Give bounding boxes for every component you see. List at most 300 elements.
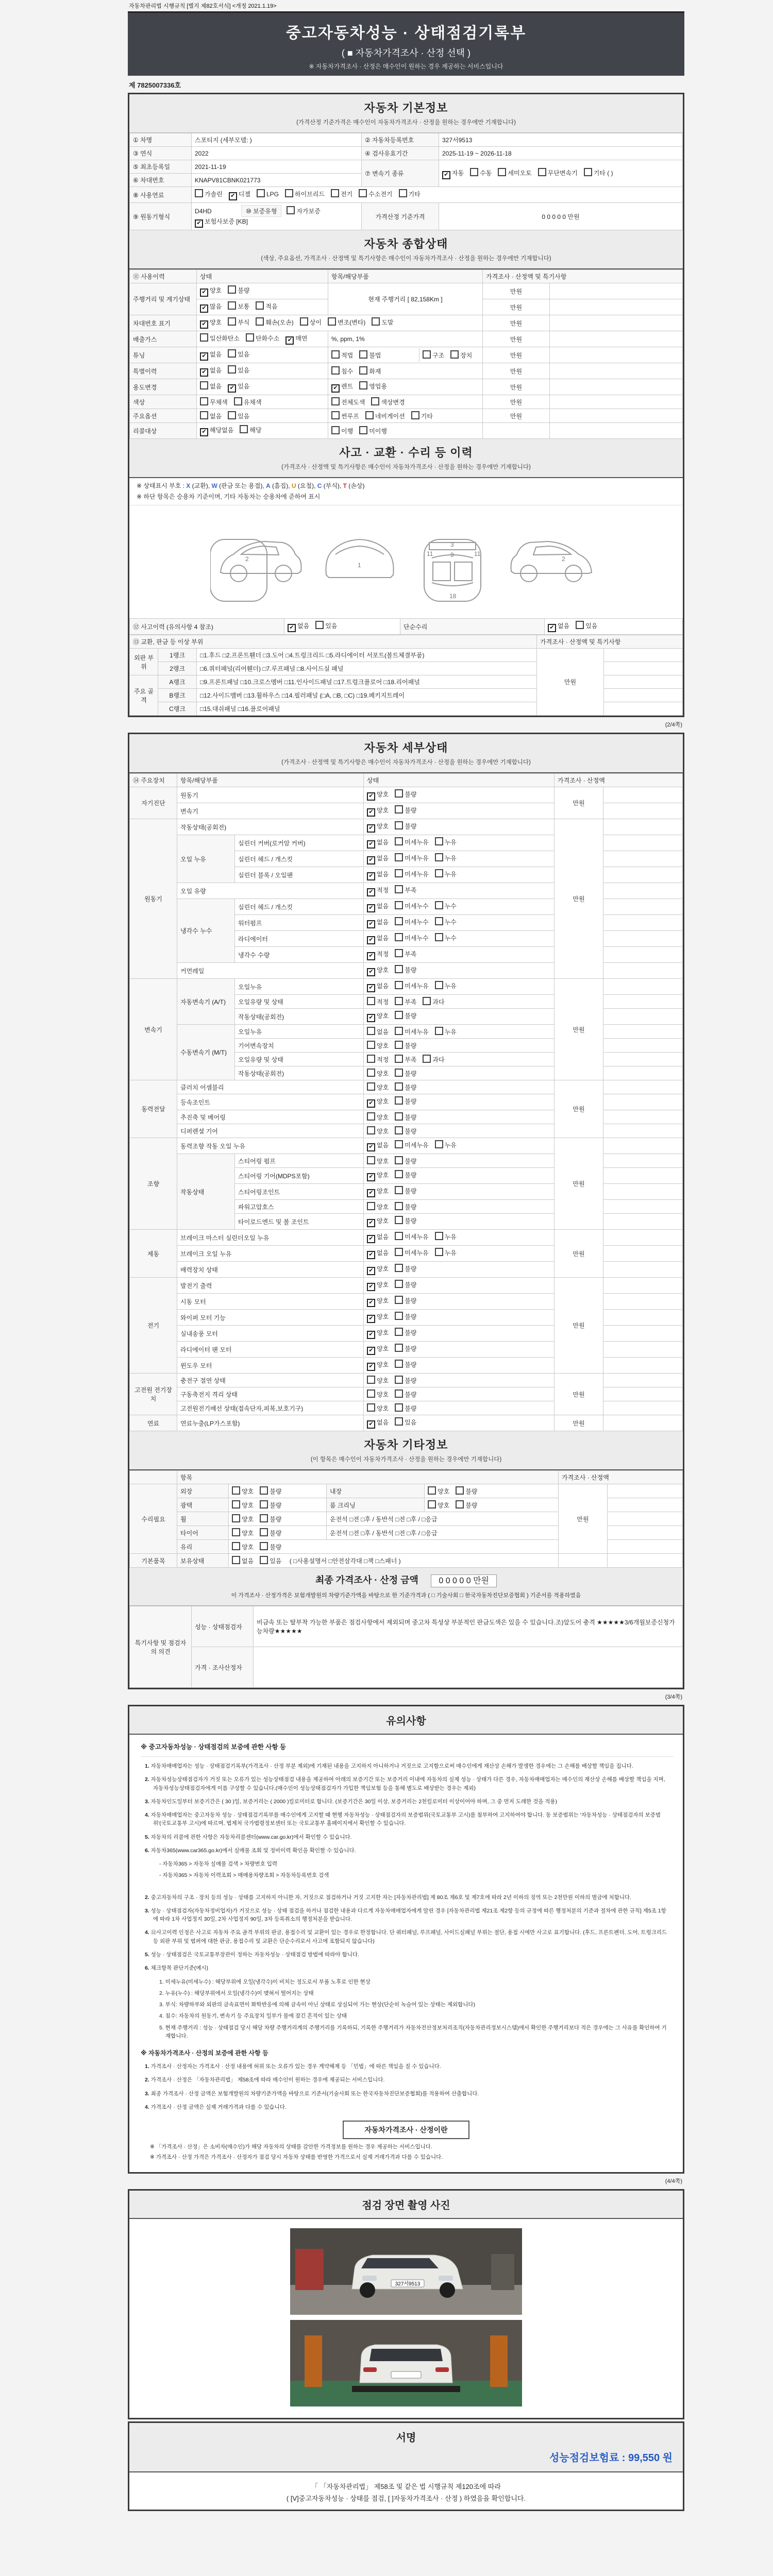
checkbox-item[interactable] — [435, 1232, 457, 1241]
checkbox-item[interactable] — [498, 168, 531, 177]
checkbox-item[interactable] — [395, 869, 428, 878]
checkbox[interactable] — [399, 189, 407, 197]
checkbox[interactable] — [423, 1055, 431, 1063]
checkbox[interactable] — [395, 1312, 403, 1320]
checkbox-item[interactable] — [256, 301, 277, 311]
checkbox-item[interactable] — [232, 1542, 254, 1551]
checkbox[interactable] — [331, 397, 340, 405]
checkbox-item[interactable] — [395, 1248, 428, 1257]
checkbox[interactable] — [435, 853, 443, 861]
checkbox[interactable] — [367, 1202, 375, 1210]
checkbox-item[interactable] — [399, 189, 421, 198]
checkbox[interactable]: ✔ — [367, 952, 375, 960]
checkbox-item[interactable] — [260, 1486, 281, 1496]
checkbox-item[interactable] — [195, 217, 248, 228]
checkbox-item[interactable] — [200, 397, 228, 406]
checkbox-item[interactable] — [246, 333, 279, 343]
checkbox[interactable]: ✔ — [367, 888, 375, 896]
checkbox-item[interactable] — [367, 965, 389, 976]
checkbox[interactable]: ✔ — [367, 936, 375, 944]
checkbox-item[interactable] — [442, 168, 464, 179]
checkbox-item[interactable] — [359, 189, 392, 198]
checkbox[interactable] — [228, 411, 236, 419]
checkbox-item[interactable] — [395, 1216, 416, 1225]
checkbox[interactable] — [232, 1542, 240, 1550]
checkbox-item[interactable] — [395, 853, 428, 862]
checkbox-item[interactable] — [435, 1248, 457, 1257]
checkbox-item[interactable] — [359, 350, 381, 360]
checkbox[interactable]: ✔ — [367, 856, 375, 865]
checkbox-item[interactable] — [288, 621, 309, 632]
checkbox[interactable] — [367, 1027, 375, 1035]
checkbox-item[interactable] — [367, 790, 389, 801]
checkbox[interactable] — [371, 397, 379, 405]
checkbox[interactable] — [228, 365, 236, 374]
checkbox[interactable] — [435, 1140, 443, 1148]
checkbox[interactable] — [395, 1389, 403, 1398]
checkbox-item[interactable] — [367, 1187, 389, 1197]
checkbox[interactable] — [228, 301, 236, 310]
checkbox-item[interactable] — [367, 1360, 389, 1371]
checkbox[interactable] — [367, 1376, 375, 1384]
checkbox[interactable] — [395, 1082, 403, 1091]
checkbox[interactable] — [395, 1248, 403, 1256]
checkbox[interactable] — [228, 349, 236, 358]
checkbox-item[interactable] — [315, 621, 337, 630]
checkbox-item[interactable] — [232, 1514, 254, 1523]
checkbox[interactable] — [395, 885, 403, 893]
checkbox[interactable] — [428, 1500, 436, 1509]
checkbox-item[interactable] — [423, 997, 444, 1006]
checkbox-item[interactable] — [395, 949, 416, 958]
checkbox-item[interactable] — [395, 1403, 416, 1413]
checkbox-item[interactable] — [229, 190, 250, 200]
checkbox-item[interactable] — [395, 837, 428, 846]
checkbox-item[interactable] — [200, 350, 222, 361]
checkbox-item[interactable] — [395, 1011, 416, 1020]
checkbox[interactable]: ✔ — [367, 1283, 375, 1291]
checkbox[interactable] — [584, 168, 592, 176]
checkbox-item[interactable] — [395, 1376, 416, 1385]
checkbox[interactable] — [435, 1027, 443, 1035]
checkbox-item[interactable] — [395, 1312, 416, 1321]
checkbox[interactable] — [359, 189, 367, 197]
checkbox-item[interactable] — [367, 981, 389, 992]
checkbox-item[interactable] — [367, 1232, 389, 1243]
checkbox-item[interactable] — [395, 901, 428, 910]
checkbox-item[interactable] — [576, 621, 597, 630]
checkbox-item[interactable] — [367, 1376, 389, 1385]
checkbox[interactable]: ✔ — [228, 384, 236, 393]
checkbox[interactable] — [395, 981, 403, 989]
checkbox[interactable] — [576, 621, 584, 629]
checkbox-item[interactable] — [331, 189, 352, 198]
checkbox-item[interactable] — [359, 366, 381, 376]
checkbox[interactable] — [260, 1528, 268, 1536]
checkbox-item[interactable] — [367, 822, 389, 833]
checkbox[interactable]: ✔ — [367, 792, 375, 801]
checkbox[interactable] — [538, 168, 546, 176]
checkbox-item[interactable] — [395, 1264, 416, 1273]
checkbox[interactable]: ✔ — [367, 984, 375, 992]
checkbox[interactable]: ✔ — [367, 1331, 375, 1339]
checkbox[interactable]: ✔ — [367, 1363, 375, 1371]
checkbox[interactable] — [435, 933, 443, 941]
checkbox[interactable] — [435, 1232, 443, 1240]
checkbox[interactable] — [367, 1055, 375, 1063]
checkbox-item[interactable] — [367, 886, 389, 896]
checkbox[interactable] — [300, 317, 308, 326]
checkbox-item[interactable] — [331, 426, 353, 435]
checkbox-item[interactable] — [395, 933, 428, 942]
checkbox-item[interactable] — [395, 1296, 416, 1305]
checkbox[interactable] — [195, 189, 203, 197]
checkbox-item[interactable] — [548, 621, 569, 632]
checkbox-item[interactable] — [435, 981, 457, 990]
checkbox[interactable] — [285, 189, 293, 197]
checkbox[interactable] — [435, 1248, 443, 1256]
checkbox-item[interactable] — [234, 397, 262, 406]
checkbox-item[interactable] — [260, 1556, 281, 1565]
checkbox-item[interactable] — [395, 965, 416, 974]
checkbox[interactable] — [423, 350, 431, 359]
checkbox[interactable] — [395, 1027, 403, 1035]
checkbox-item[interactable] — [200, 426, 233, 436]
checkbox-item[interactable] — [435, 933, 457, 942]
checkbox[interactable]: ✔ — [548, 624, 556, 632]
checkbox-item[interactable] — [395, 1041, 416, 1050]
checkbox-item[interactable] — [367, 902, 389, 912]
checkbox[interactable] — [395, 1417, 403, 1426]
checkbox-item[interactable] — [395, 1232, 428, 1241]
checkbox[interactable]: ✔ — [200, 368, 208, 377]
checkbox[interactable] — [395, 1280, 403, 1288]
checkbox-item[interactable] — [367, 1403, 389, 1413]
checkbox[interactable] — [359, 426, 367, 434]
checkbox[interactable] — [200, 397, 208, 405]
checkbox[interactable] — [395, 1403, 403, 1412]
checkbox[interactable] — [367, 1389, 375, 1398]
checkbox-item[interactable] — [200, 318, 222, 329]
checkbox[interactable] — [411, 411, 419, 419]
checkbox-item[interactable] — [359, 426, 387, 435]
checkbox[interactable]: ✔ — [367, 872, 375, 880]
checkbox[interactable]: ✔ — [367, 1014, 375, 1022]
checkbox[interactable] — [435, 901, 443, 909]
checkbox[interactable] — [232, 1486, 240, 1495]
checkbox-item[interactable] — [228, 301, 249, 311]
checkbox-item[interactable] — [367, 1344, 389, 1355]
checkbox-item[interactable] — [423, 1055, 444, 1064]
checkbox[interactable] — [228, 317, 236, 326]
checkbox-item[interactable] — [331, 397, 365, 406]
checkbox-item[interactable] — [367, 1171, 389, 1181]
checkbox-item[interactable] — [395, 1140, 428, 1149]
checkbox-item[interactable] — [367, 950, 389, 960]
checkbox-item[interactable] — [367, 838, 389, 849]
checkbox-item[interactable] — [395, 805, 416, 815]
checkbox[interactable] — [331, 411, 340, 419]
checkbox[interactable]: ✔ — [200, 352, 208, 361]
checkbox-item[interactable] — [367, 918, 389, 928]
checkbox-item[interactable] — [257, 189, 279, 198]
checkbox[interactable]: ✔ — [200, 304, 208, 313]
checkbox[interactable] — [331, 366, 340, 375]
checkbox[interactable] — [200, 333, 208, 342]
checkbox[interactable] — [395, 1126, 403, 1134]
checkbox[interactable] — [395, 1156, 403, 1164]
checkbox-item[interactable] — [367, 1264, 389, 1275]
checkbox[interactable]: ✔ — [367, 840, 375, 849]
checkbox[interactable] — [260, 1514, 268, 1522]
checkbox[interactable]: ✔ — [367, 1299, 375, 1307]
checkbox[interactable] — [435, 869, 443, 877]
checkbox[interactable] — [428, 1486, 436, 1495]
checkbox-item[interactable] — [456, 1500, 477, 1510]
checkbox[interactable]: ✔ — [367, 904, 375, 912]
checkbox[interactable] — [395, 1112, 403, 1121]
checkbox[interactable] — [395, 997, 403, 1005]
checkbox-item[interactable] — [256, 317, 293, 327]
checkbox-item[interactable] — [367, 1248, 389, 1259]
checkbox-item[interactable] — [260, 1528, 281, 1537]
checkbox-item[interactable] — [435, 1027, 457, 1036]
checkbox-item[interactable] — [200, 366, 222, 377]
checkbox[interactable] — [395, 1202, 403, 1210]
checkbox-item[interactable] — [367, 1280, 389, 1291]
checkbox-item[interactable] — [395, 1069, 416, 1078]
checkbox-item[interactable] — [367, 870, 389, 880]
checkbox[interactable] — [395, 837, 403, 845]
checkbox[interactable]: ✔ — [367, 808, 375, 817]
checkbox-item[interactable] — [367, 1389, 389, 1399]
checkbox[interactable] — [372, 317, 380, 326]
checkbox[interactable] — [232, 1556, 240, 1564]
checkbox-item[interactable] — [287, 206, 320, 215]
checkbox-item[interactable] — [395, 1186, 416, 1195]
checkbox-item[interactable] — [395, 1055, 416, 1064]
checkbox-item[interactable] — [395, 981, 428, 990]
checkbox-item[interactable] — [395, 789, 416, 799]
checkbox-item[interactable] — [367, 1126, 389, 1136]
checkbox[interactable] — [367, 1403, 375, 1412]
checkbox-item[interactable] — [228, 349, 249, 359]
checkbox-item[interactable] — [395, 1389, 416, 1399]
checkbox[interactable]: ✔ — [367, 1189, 375, 1197]
checkbox-item[interactable] — [584, 168, 613, 177]
checkbox-item[interactable] — [328, 317, 365, 327]
checkbox-item[interactable] — [331, 411, 359, 420]
checkbox-item[interactable] — [367, 1216, 389, 1227]
checkbox[interactable] — [240, 425, 248, 433]
checkbox[interactable] — [395, 789, 403, 798]
checkbox[interactable] — [232, 1528, 240, 1536]
checkbox-item[interactable] — [331, 382, 353, 393]
checkbox-item[interactable] — [395, 885, 416, 894]
checkbox[interactable] — [331, 426, 340, 434]
checkbox[interactable] — [450, 350, 459, 359]
checkbox-item[interactable] — [428, 1486, 449, 1496]
checkbox[interactable] — [395, 1232, 403, 1240]
checkbox[interactable] — [367, 1112, 375, 1121]
checkbox[interactable] — [367, 1082, 375, 1091]
checkbox-item[interactable] — [367, 1055, 389, 1064]
checkbox[interactable] — [395, 933, 403, 941]
checkbox-item[interactable] — [435, 837, 457, 846]
checkbox[interactable] — [232, 1514, 240, 1522]
checkbox[interactable] — [395, 901, 403, 909]
checkbox-item[interactable] — [365, 411, 405, 420]
checkbox[interactable] — [367, 997, 375, 1005]
checkbox-item[interactable] — [232, 1500, 254, 1510]
checkbox[interactable] — [367, 1069, 375, 1077]
checkbox-item[interactable] — [395, 1417, 416, 1427]
checkbox[interactable] — [287, 206, 295, 214]
checkbox[interactable]: ✔ — [367, 1219, 375, 1227]
checkbox-item[interactable] — [372, 317, 393, 327]
checkbox-item[interactable] — [367, 934, 389, 944]
checkbox-item[interactable] — [371, 397, 405, 406]
checkbox[interactable] — [256, 317, 264, 326]
checkbox-item[interactable] — [435, 853, 457, 862]
checkbox-item[interactable] — [367, 1041, 389, 1050]
checkbox[interactable] — [367, 1126, 375, 1134]
checkbox-item[interactable] — [367, 1156, 389, 1165]
checkbox-item[interactable] — [285, 334, 307, 345]
checkbox-item[interactable] — [331, 350, 353, 360]
checkbox[interactable] — [395, 1041, 403, 1049]
checkbox-item[interactable] — [395, 1096, 416, 1106]
checkbox-item[interactable] — [538, 168, 578, 177]
checkbox-item[interactable] — [285, 189, 325, 198]
checkbox-item[interactable] — [367, 1082, 389, 1092]
checkbox-item[interactable] — [195, 189, 223, 198]
checkbox-item[interactable] — [470, 168, 492, 177]
checkbox-item[interactable] — [367, 806, 389, 817]
checkbox[interactable] — [395, 1216, 403, 1224]
checkbox-item[interactable] — [367, 1097, 389, 1108]
checkbox[interactable] — [423, 997, 431, 1005]
checkbox[interactable]: ✔ — [200, 320, 208, 329]
checkbox-item[interactable] — [240, 425, 261, 434]
checkbox-item[interactable] — [395, 1112, 416, 1122]
checkbox[interactable] — [331, 189, 339, 197]
checkbox-item[interactable] — [228, 382, 249, 393]
checkbox[interactable]: ✔ — [442, 171, 450, 179]
checkbox[interactable] — [367, 1156, 375, 1164]
checkbox[interactable] — [246, 333, 254, 342]
checkbox-item[interactable] — [395, 1360, 416, 1369]
checkbox-item[interactable] — [395, 1280, 416, 1289]
checkbox[interactable] — [395, 1096, 403, 1105]
checkbox-item[interactable] — [367, 1312, 389, 1323]
checkbox-item[interactable] — [367, 854, 389, 865]
checkbox-item[interactable] — [260, 1514, 281, 1523]
checkbox-item[interactable] — [367, 997, 389, 1006]
checkbox[interactable] — [260, 1486, 268, 1495]
checkbox[interactable] — [257, 189, 265, 197]
checkbox-item[interactable] — [395, 1170, 416, 1179]
checkbox[interactable] — [456, 1500, 464, 1509]
checkbox-item[interactable] — [200, 411, 222, 420]
checkbox[interactable]: ✔ — [367, 1420, 375, 1429]
checkbox[interactable] — [435, 917, 443, 925]
checkbox[interactable] — [234, 397, 242, 405]
checkbox[interactable]: ✔ — [367, 1173, 375, 1181]
checkbox[interactable]: ✔ — [367, 1267, 375, 1275]
checkbox[interactable] — [200, 411, 208, 419]
checkbox[interactable]: ✔ — [367, 1099, 375, 1108]
checkbox[interactable] — [367, 1041, 375, 1049]
checkbox-item[interactable] — [359, 381, 387, 391]
checkbox[interactable] — [395, 965, 403, 973]
checkbox-item[interactable] — [200, 333, 240, 343]
checkbox[interactable] — [200, 381, 208, 389]
checkbox[interactable] — [331, 350, 340, 359]
checkbox[interactable] — [260, 1500, 268, 1509]
checkbox[interactable] — [395, 1186, 403, 1194]
checkbox-item[interactable] — [367, 1202, 389, 1211]
checkbox[interactable]: ✔ — [367, 1143, 375, 1151]
checkbox[interactable] — [395, 1055, 403, 1063]
checkbox[interactable]: ✔ — [195, 219, 203, 228]
checkbox[interactable]: ✔ — [285, 336, 294, 345]
checkbox[interactable] — [260, 1556, 268, 1564]
checkbox-item[interactable] — [411, 411, 433, 420]
checkbox-item[interactable] — [228, 411, 249, 420]
checkbox-item[interactable] — [367, 1011, 389, 1022]
checkbox[interactable] — [359, 366, 367, 375]
checkbox[interactable] — [395, 1296, 403, 1304]
checkbox[interactable] — [395, 1069, 403, 1077]
checkbox-item[interactable] — [435, 917, 457, 926]
checkbox-item[interactable] — [200, 381, 222, 391]
checkbox[interactable] — [359, 381, 367, 389]
checkbox-item[interactable] — [395, 1202, 416, 1211]
checkbox[interactable] — [395, 1328, 403, 1336]
checkbox-item[interactable] — [395, 1344, 416, 1353]
checkbox[interactable] — [395, 1140, 403, 1148]
checkbox[interactable]: ✔ — [367, 1347, 375, 1355]
checkbox[interactable]: ✔ — [367, 824, 375, 833]
checkbox[interactable] — [395, 1376, 403, 1384]
checkbox-item[interactable] — [260, 1500, 281, 1510]
checkbox[interactable] — [395, 1360, 403, 1368]
checkbox[interactable]: ✔ — [200, 289, 208, 297]
checkbox[interactable] — [228, 285, 236, 294]
checkbox-item[interactable] — [367, 1141, 389, 1151]
checkbox[interactable] — [395, 917, 403, 925]
checkbox-item[interactable] — [450, 350, 472, 360]
checkbox[interactable]: ✔ — [331, 384, 340, 393]
checkbox[interactable]: ✔ — [288, 624, 296, 632]
checkbox[interactable]: ✔ — [367, 968, 375, 976]
checkbox-item[interactable] — [435, 901, 457, 910]
checkbox[interactable] — [456, 1486, 464, 1495]
checkbox-item[interactable] — [435, 1140, 457, 1149]
checkbox[interactable] — [395, 869, 403, 877]
checkbox[interactable] — [365, 411, 374, 419]
checkbox[interactable] — [435, 981, 443, 989]
checkbox[interactable] — [395, 853, 403, 861]
checkbox-item[interactable] — [200, 302, 222, 313]
checkbox-item[interactable] — [367, 1069, 389, 1078]
checkbox[interactable] — [395, 821, 403, 829]
checkbox-item[interactable] — [456, 1486, 477, 1496]
checkbox-item[interactable] — [367, 1027, 389, 1036]
checkbox[interactable] — [395, 1264, 403, 1272]
checkbox-item[interactable] — [367, 1296, 389, 1307]
